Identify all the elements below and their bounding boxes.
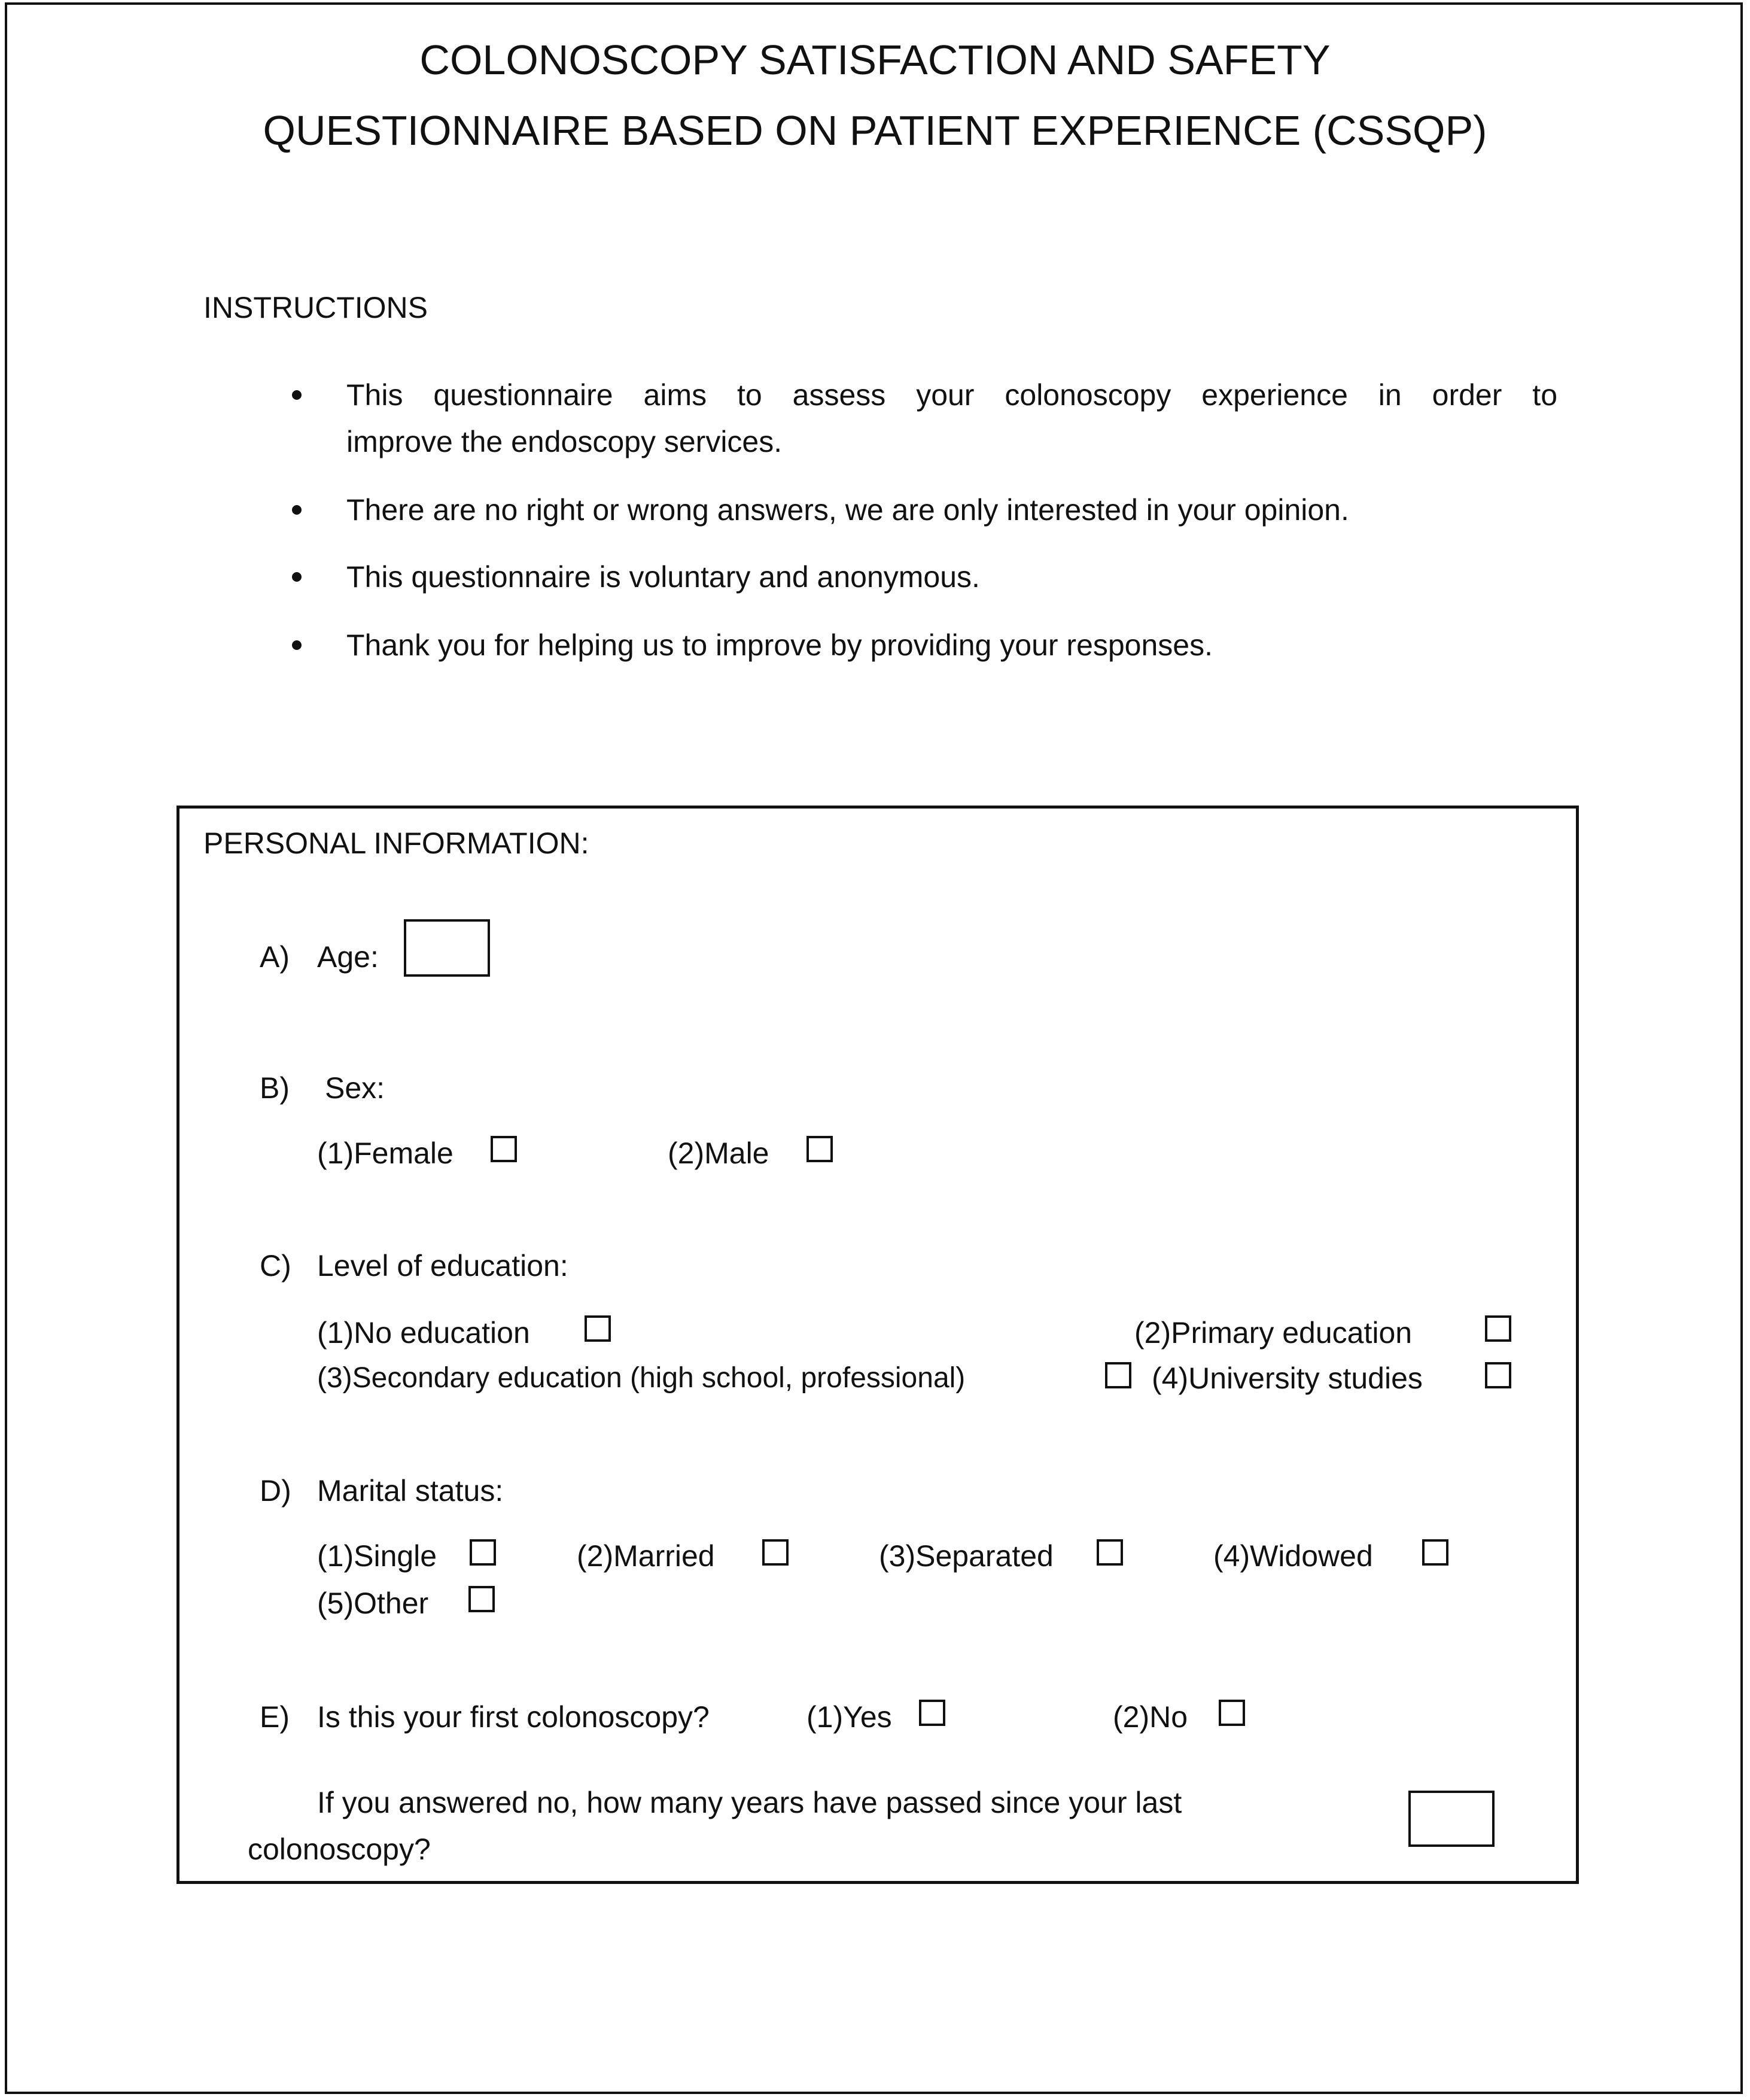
first-no-checkbox[interactable]: [1219, 1700, 1245, 1726]
first-yes-label: (1)Yes: [806, 1700, 892, 1734]
title-line-1: COLONOSCOPY SATISFACTION AND SAFETY: [419, 37, 1331, 83]
instruction-4: Thank you for helping us to improve by providing your responses.: [346, 628, 1213, 662]
first-letter: E): [260, 1700, 290, 1734]
instruction-1: This questionnaire aims to assess your colonoscopy experience in order to: [346, 378, 1557, 412]
edu-secondary-checkbox[interactable]: [1105, 1362, 1131, 1388]
marital-widowed-checkbox[interactable]: [1422, 1539, 1448, 1566]
bullet-icon: [292, 505, 302, 515]
edu-none-label: (1)No education: [317, 1316, 530, 1350]
marital-single-label: (1)Single: [317, 1539, 437, 1573]
age-input[interactable]: [404, 919, 490, 977]
marital-label: Marital status:: [317, 1474, 504, 1508]
sex-letter: B): [260, 1071, 290, 1105]
edu-none-checkbox[interactable]: [585, 1315, 611, 1342]
edu-university-checkbox[interactable]: [1485, 1362, 1511, 1388]
years-since-input[interactable]: [1408, 1791, 1495, 1847]
marital-single-checkbox[interactable]: [470, 1539, 496, 1566]
instruction-3: This questionnaire is voluntary and anonymous.: [346, 560, 980, 594]
sex-label: Sex:: [325, 1071, 385, 1105]
age-letter: A): [260, 940, 290, 974]
bullet-icon: [292, 640, 302, 650]
education-letter: C): [260, 1249, 291, 1283]
marital-other-checkbox[interactable]: [468, 1586, 495, 1612]
marital-separated-label: (3)Separated: [879, 1539, 1054, 1573]
age-label: Age:: [317, 940, 379, 974]
sex-female-checkbox[interactable]: [491, 1136, 517, 1162]
first-yes-checkbox[interactable]: [919, 1700, 945, 1726]
personal-heading: PERSONAL INFORMATION:: [203, 826, 589, 860]
edu-secondary-label: (3)Secondary education (high school, professional): [317, 1362, 966, 1394]
instruction-1-cont: improve the endoscopy services.: [346, 425, 783, 458]
sex-female-label: (1)Female: [317, 1136, 454, 1170]
marital-married-label: (2)Married: [577, 1539, 715, 1573]
marital-letter: D): [260, 1474, 291, 1508]
marital-married-checkbox[interactable]: [762, 1539, 789, 1566]
sex-male-label: (2)Male: [668, 1136, 769, 1170]
bullet-icon: [292, 390, 302, 400]
years-since-question-cont: colonoscopy?: [248, 1832, 431, 1866]
years-since-question: If you answered no, how many years have passed since your last: [317, 1786, 1182, 1819]
edu-primary-checkbox[interactable]: [1485, 1315, 1511, 1342]
edu-university-label: (4)University studies: [1152, 1361, 1423, 1395]
marital-widowed-label: (4)Widowed: [1213, 1539, 1373, 1573]
first-no-label: (2)No: [1113, 1700, 1188, 1734]
instruction-2: There are no right or wrong answers, we are only interested in your opinion.: [346, 493, 1349, 527]
bullet-icon: [292, 572, 302, 582]
edu-primary-label: (2)Primary education: [1134, 1316, 1413, 1350]
sex-male-checkbox[interactable]: [806, 1136, 833, 1162]
marital-separated-checkbox[interactable]: [1097, 1539, 1123, 1566]
title-line-2: QUESTIONNAIRE BASED ON PATIENT EXPERIENCE (CSSQP): [263, 107, 1487, 154]
instructions-heading: INSTRUCTIONS: [203, 291, 428, 324]
education-label: Level of education:: [317, 1249, 568, 1283]
marital-other-label: (5)Other: [317, 1587, 429, 1620]
first-colonoscopy-question: Is this your first colonoscopy?: [317, 1700, 710, 1734]
